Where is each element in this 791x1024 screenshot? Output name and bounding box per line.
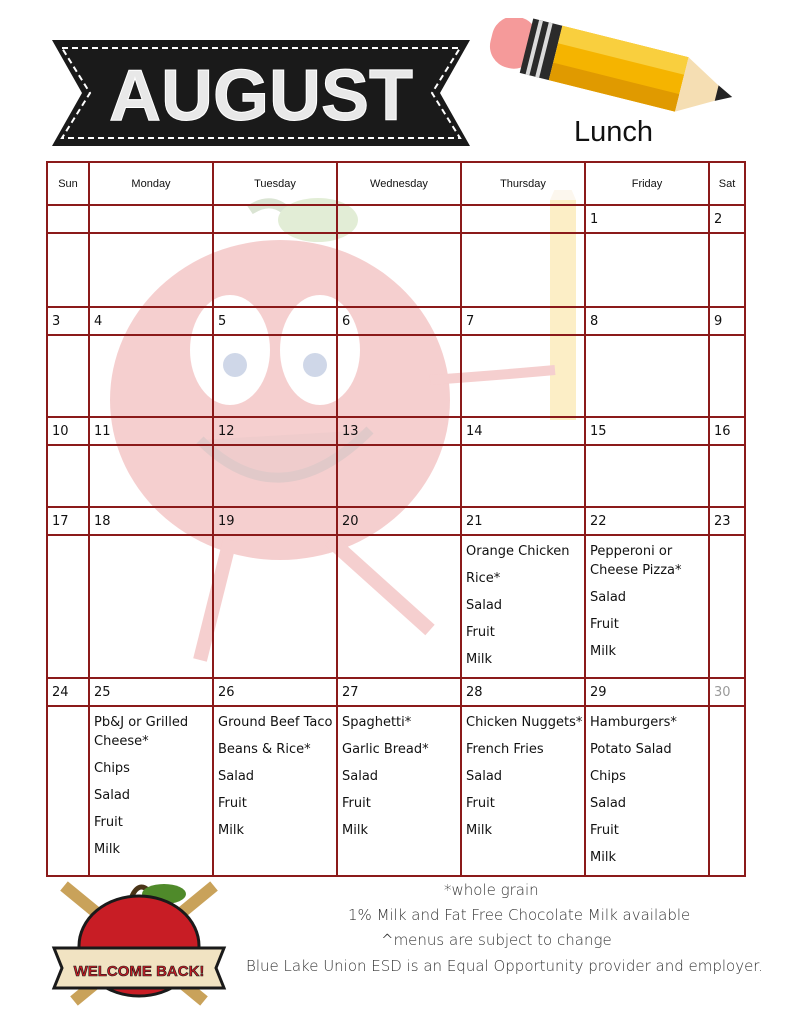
menu-item: Salad [94, 788, 131, 803]
menu-cell [709, 535, 745, 678]
date-cell: 28 [461, 678, 585, 706]
footnote-menu-change: ^menus are subject to change [381, 931, 612, 949]
welcome-back-text: WELCOME BACK! [73, 963, 205, 980]
menu-cell [585, 335, 709, 417]
menu-item: Salad [342, 769, 379, 784]
menu-item: Salad [218, 769, 255, 784]
week-5-menus [47, 706, 745, 876]
menu-cell [47, 706, 89, 876]
menu-cell [709, 706, 745, 876]
menu-item: Ground Beef Taco [218, 715, 333, 730]
date-cell: 14 [461, 417, 585, 445]
date-cell: 25 [89, 678, 213, 706]
menu-cell [47, 233, 89, 307]
date-cell: 4 [89, 307, 213, 335]
footnote-milk: 1% Milk and Fat Free Chocolate Milk available [348, 906, 691, 924]
date-cell: 7 [461, 307, 585, 335]
menu-list [462, 536, 584, 669]
pencil-icon [484, 18, 748, 116]
date-cell [89, 205, 213, 233]
week-1-menus [47, 233, 745, 307]
menu-item: Potato Salad [590, 742, 672, 757]
menu-cell-wed-27 [337, 706, 461, 876]
menu-list [586, 707, 708, 867]
menu-item: Fruit [466, 625, 495, 640]
date-cell: 21 [461, 507, 585, 535]
menu-item: Fruit [590, 823, 619, 838]
menu-cell [337, 445, 461, 507]
date-cell: 27 [337, 678, 461, 706]
menu-cell [213, 335, 337, 417]
menu-cell [337, 335, 461, 417]
menu-cell [585, 233, 709, 307]
week-1-dates [47, 205, 745, 233]
menu-item: Fruit [218, 796, 247, 811]
date-cell [213, 205, 337, 233]
menu-item: Fruit [590, 617, 619, 632]
week-4-menus [47, 535, 745, 678]
date-cell: 1 [585, 205, 709, 233]
menu-cell [89, 445, 213, 507]
date-cell: 19 [213, 507, 337, 535]
date-cell: 22 [585, 507, 709, 535]
date-cell: 5 [213, 307, 337, 335]
weekday-fri: Friday [585, 162, 709, 205]
week-2-dates [47, 307, 745, 335]
menu-cell [461, 233, 585, 307]
footnote-equal-opportunity: Blue Lake Union ESD is an Equal Opportunity provider and employer. [246, 957, 763, 975]
menu-cell [47, 335, 89, 417]
date-cell: 2 [709, 205, 745, 233]
date-cell: 12 [213, 417, 337, 445]
date-cell [461, 205, 585, 233]
menu-item: Chicken Nuggets* [466, 715, 583, 730]
lunch-title: Lunch [574, 116, 654, 148]
week-3-dates [47, 417, 745, 445]
menu-list [462, 707, 584, 840]
menu-item: Chips [94, 761, 130, 776]
menu-item: Pepperoni or Cheese Pizza* [590, 544, 682, 578]
weekday-tue: Tuesday [213, 162, 337, 205]
date-cell: 20 [337, 507, 461, 535]
date-cell: 13 [337, 417, 461, 445]
weekday-sun: Sun [47, 162, 89, 205]
date-cell: 16 [709, 417, 745, 445]
week-2-menus [47, 335, 745, 417]
menu-item: Milk [342, 823, 368, 838]
menu-list [214, 707, 336, 840]
weekday-thu: Thursday [461, 162, 585, 205]
menu-cell [461, 445, 585, 507]
date-cell: 17 [47, 507, 89, 535]
date-cell: 9 [709, 307, 745, 335]
menu-cell-tue-26 [213, 706, 337, 876]
menu-item: Salad [466, 598, 503, 613]
menu-cell-fri-29 [585, 706, 709, 876]
menu-list [586, 536, 708, 661]
menu-item: Chips [590, 769, 626, 784]
menu-list [90, 707, 212, 859]
menu-cell [89, 233, 213, 307]
date-cell [47, 205, 89, 233]
menu-cell [709, 335, 745, 417]
weekday-mon: Monday [89, 162, 213, 205]
date-cell: 23 [709, 507, 745, 535]
footnote-whole-grain: *whole grain [444, 881, 539, 899]
menu-cell [213, 445, 337, 507]
menu-cell [89, 335, 213, 417]
menu-cell [709, 233, 745, 307]
date-cell: 6 [337, 307, 461, 335]
menu-cell-mon-25 [89, 706, 213, 876]
date-cell: 29 [585, 678, 709, 706]
week-4-dates [47, 507, 745, 535]
menu-item: Fruit [466, 796, 495, 811]
menu-cell [337, 535, 461, 678]
menu-item: Milk [94, 842, 120, 857]
menu-cell [47, 445, 89, 507]
menu-item: Fruit [94, 815, 123, 830]
date-cell: 18 [89, 507, 213, 535]
date-cell: 11 [89, 417, 213, 445]
menu-item: Rice* [466, 571, 501, 586]
date-cell: 30 [709, 678, 745, 706]
date-cell: 10 [47, 417, 89, 445]
menu-cell [213, 535, 337, 678]
weekday-header-row [47, 162, 745, 205]
menu-cell-thu-28 [461, 706, 585, 876]
date-cell: 26 [213, 678, 337, 706]
menu-item: Milk [590, 850, 616, 865]
menu-item: Orange Chicken [466, 544, 570, 559]
menu-item: Salad [590, 590, 627, 605]
menu-item: Milk [466, 823, 492, 838]
date-cell: 15 [585, 417, 709, 445]
menu-cell [47, 535, 89, 678]
week-5-dates [47, 678, 745, 706]
menu-cell [89, 535, 213, 678]
menu-item: Milk [466, 652, 492, 667]
week-3-menus [47, 445, 745, 507]
menu-item: Pb&J or Grilled Cheese* [94, 715, 189, 749]
date-cell: 24 [47, 678, 89, 706]
menu-cell [461, 335, 585, 417]
welcome-back-apple-icon [44, 876, 234, 1008]
menu-cell [585, 445, 709, 507]
date-cell [337, 205, 461, 233]
menu-item: Milk [218, 823, 244, 838]
august-banner [52, 40, 470, 146]
date-cell: 8 [585, 307, 709, 335]
menu-item: Beans & Rice* [218, 742, 311, 757]
menu-item: Salad [590, 796, 627, 811]
lunch-calendar [46, 161, 746, 877]
menu-cell [709, 445, 745, 507]
menu-item: Fruit [342, 796, 371, 811]
menu-item: Spaghetti* [342, 715, 412, 730]
menu-item: French Fries [466, 742, 544, 757]
weekday-sat: Sat [709, 162, 745, 205]
menu-item: Salad [466, 769, 503, 784]
month-title: AUGUST [109, 56, 413, 136]
menu-item: Milk [590, 644, 616, 659]
weekday-wed: Wednesday [337, 162, 461, 205]
menu-cell-thu-21 [461, 535, 585, 678]
date-cell: 3 [47, 307, 89, 335]
menu-cell [213, 233, 337, 307]
menu-cell [337, 233, 461, 307]
menu-item: Hamburgers* [590, 715, 677, 730]
menu-cell-fri-22 [585, 535, 709, 678]
menu-item: Garlic Bread* [342, 742, 429, 757]
menu-list [338, 707, 460, 840]
